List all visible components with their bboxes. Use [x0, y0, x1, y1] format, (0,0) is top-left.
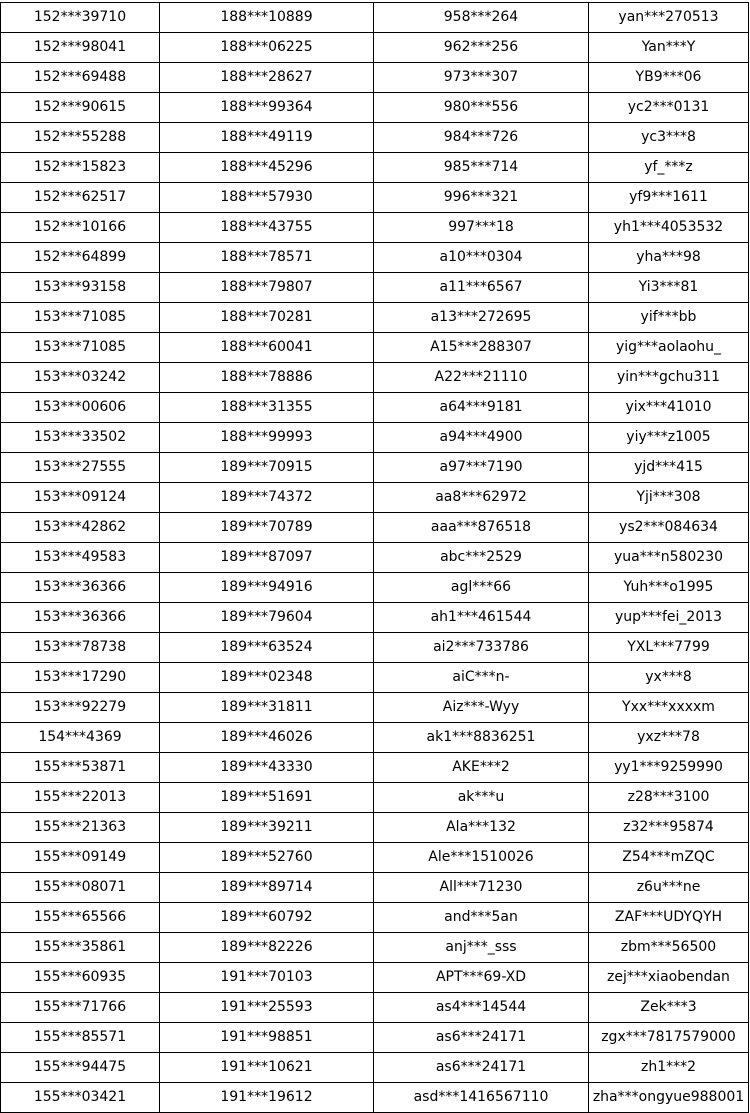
id-cell: as6***24171 — [374, 1053, 589, 1083]
phone-b-cell: 189***87097 — [160, 543, 374, 573]
phone-b-cell: 191***98851 — [160, 1023, 374, 1053]
username-cell: YXL***7799 — [589, 633, 749, 663]
table-row — [1, 723, 749, 753]
phone-a-cell: 153***17290 — [1, 663, 160, 693]
username-cell: yf9***1611 — [589, 183, 749, 213]
id-cell: All***71230 — [374, 873, 589, 903]
table-row — [1, 963, 749, 993]
masked-id-table — [0, 2, 749, 1113]
phone-a-cell: 152***64899 — [1, 243, 160, 273]
table-row — [1, 933, 749, 963]
phone-b-cell: 189***79604 — [160, 603, 374, 633]
table-row — [1, 1083, 749, 1113]
phone-b-cell: 189***02348 — [160, 663, 374, 693]
username-cell: yy1***9259990 — [589, 753, 749, 783]
table-row — [1, 93, 749, 123]
id-cell: Ala***132 — [374, 813, 589, 843]
id-cell: anj***_sss — [374, 933, 589, 963]
username-cell: Yji***308 — [589, 483, 749, 513]
table-row — [1, 1023, 749, 1053]
username-cell: Zek***3 — [589, 993, 749, 1023]
username-cell: yif***bb — [589, 303, 749, 333]
username-cell: Yuh***o1995 — [589, 573, 749, 603]
phone-b-cell: 188***45296 — [160, 153, 374, 183]
phone-b-cell: 189***31811 — [160, 693, 374, 723]
id-cell: and***5an — [374, 903, 589, 933]
id-cell: 996***321 — [374, 183, 589, 213]
phone-a-cell: 152***39710 — [1, 3, 160, 33]
id-cell: APT***69-XD — [374, 963, 589, 993]
phone-a-cell: 155***85571 — [1, 1023, 160, 1053]
phone-a-cell: 153***03242 — [1, 363, 160, 393]
phone-b-cell: 189***70789 — [160, 513, 374, 543]
username-cell: zh1***2 — [589, 1053, 749, 1083]
phone-b-cell: 188***99364 — [160, 93, 374, 123]
table-row — [1, 423, 749, 453]
phone-b-cell: 188***78571 — [160, 243, 374, 273]
phone-a-cell: 155***53871 — [1, 753, 160, 783]
username-cell: yiy***z1005 — [589, 423, 749, 453]
phone-a-cell: 152***90615 — [1, 93, 160, 123]
phone-b-cell: 188***60041 — [160, 333, 374, 363]
phone-b-cell: 189***82226 — [160, 933, 374, 963]
id-cell: 973***307 — [374, 63, 589, 93]
table-row — [1, 543, 749, 573]
phone-a-cell: 152***98041 — [1, 33, 160, 63]
id-cell: aaa***876518 — [374, 513, 589, 543]
phone-a-cell: 155***21363 — [1, 813, 160, 843]
username-cell: YB9***06 — [589, 63, 749, 93]
phone-a-cell: 153***49583 — [1, 543, 160, 573]
id-cell: Aiz***-Wyy — [374, 693, 589, 723]
phone-a-cell: 155***71766 — [1, 993, 160, 1023]
username-cell: ys2***084634 — [589, 513, 749, 543]
table-row — [1, 843, 749, 873]
table-body — [1, 3, 749, 1113]
username-cell: Yi3***81 — [589, 273, 749, 303]
table-row — [1, 993, 749, 1023]
username-cell: yx***8 — [589, 663, 749, 693]
username-cell: ZAF***UDYQYH — [589, 903, 749, 933]
id-cell: as6***24171 — [374, 1023, 589, 1053]
phone-b-cell: 189***94916 — [160, 573, 374, 603]
table-row — [1, 123, 749, 153]
phone-a-cell: 155***94475 — [1, 1053, 160, 1083]
phone-b-cell: 188***99993 — [160, 423, 374, 453]
phone-b-cell: 191***19612 — [160, 1083, 374, 1113]
username-cell: yjd***415 — [589, 453, 749, 483]
table-row — [1, 753, 749, 783]
id-cell: 984***726 — [374, 123, 589, 153]
username-cell: zha***ongyue988001 — [589, 1083, 749, 1113]
id-cell: AKE***2 — [374, 753, 589, 783]
id-cell: 997***18 — [374, 213, 589, 243]
phone-b-cell: 189***63524 — [160, 633, 374, 663]
id-cell: a97***7190 — [374, 453, 589, 483]
username-cell: z32***95874 — [589, 813, 749, 843]
phone-a-cell: 152***10166 — [1, 213, 160, 243]
table-row — [1, 483, 749, 513]
table-row — [1, 213, 749, 243]
phone-b-cell: 191***25593 — [160, 993, 374, 1023]
username-cell: yc3***8 — [589, 123, 749, 153]
username-cell: yig***aolaohu_ — [589, 333, 749, 363]
username-cell: yua***n580230 — [589, 543, 749, 573]
username-cell: yh1***4053532 — [589, 213, 749, 243]
phone-a-cell: 152***15823 — [1, 153, 160, 183]
table-row — [1, 903, 749, 933]
username-cell: z28***3100 — [589, 783, 749, 813]
id-cell: abc***2529 — [374, 543, 589, 573]
phone-b-cell: 188***49119 — [160, 123, 374, 153]
username-cell: yha***98 — [589, 243, 749, 273]
phone-b-cell: 189***51691 — [160, 783, 374, 813]
phone-a-cell: 153***36366 — [1, 573, 160, 603]
phone-a-cell: 152***69488 — [1, 63, 160, 93]
phone-a-cell: 155***03421 — [1, 1083, 160, 1113]
table-row — [1, 873, 749, 903]
phone-b-cell: 191***10621 — [160, 1053, 374, 1083]
table-row — [1, 1053, 749, 1083]
id-cell: a64***9181 — [374, 393, 589, 423]
table-row — [1, 183, 749, 213]
table-row — [1, 633, 749, 663]
phone-b-cell: 189***89714 — [160, 873, 374, 903]
phone-a-cell: 152***55288 — [1, 123, 160, 153]
phone-a-cell: 155***22013 — [1, 783, 160, 813]
phone-a-cell: 155***08071 — [1, 873, 160, 903]
phone-b-cell: 189***39211 — [160, 813, 374, 843]
phone-b-cell: 188***78886 — [160, 363, 374, 393]
username-cell: zbm***56500 — [589, 933, 749, 963]
table-row — [1, 33, 749, 63]
phone-a-cell: 153***42862 — [1, 513, 160, 543]
table-row — [1, 603, 749, 633]
phone-a-cell: 155***35861 — [1, 933, 160, 963]
id-cell: ai2***733786 — [374, 633, 589, 663]
phone-b-cell: 189***60792 — [160, 903, 374, 933]
phone-b-cell: 188***57930 — [160, 183, 374, 213]
phone-b-cell: 189***46026 — [160, 723, 374, 753]
phone-b-cell: 188***10889 — [160, 3, 374, 33]
table-row — [1, 393, 749, 423]
id-cell: 962***256 — [374, 33, 589, 63]
id-cell: aa8***62972 — [374, 483, 589, 513]
id-cell: 980***556 — [374, 93, 589, 123]
id-cell: a13***272695 — [374, 303, 589, 333]
table-row — [1, 3, 749, 33]
id-cell: 958***264 — [374, 3, 589, 33]
table-row — [1, 333, 749, 363]
table-row — [1, 153, 749, 183]
username-cell: yup***fei_2013 — [589, 603, 749, 633]
id-cell: A22***21110 — [374, 363, 589, 393]
id-cell: ak***u — [374, 783, 589, 813]
username-cell: yan***270513 — [589, 3, 749, 33]
id-cell: a10***0304 — [374, 243, 589, 273]
username-cell: zej***xiaobendan — [589, 963, 749, 993]
table-row — [1, 63, 749, 93]
id-cell: a94***4900 — [374, 423, 589, 453]
phone-b-cell: 188***70281 — [160, 303, 374, 333]
phone-b-cell: 189***74372 — [160, 483, 374, 513]
table-row — [1, 813, 749, 843]
phone-a-cell: 153***00606 — [1, 393, 160, 423]
username-cell: yc2***0131 — [589, 93, 749, 123]
table-row — [1, 513, 749, 543]
phone-a-cell: 155***09149 — [1, 843, 160, 873]
table-row — [1, 303, 749, 333]
username-cell: Yxx***xxxxm — [589, 693, 749, 723]
table-row — [1, 663, 749, 693]
phone-b-cell: 188***43755 — [160, 213, 374, 243]
table-row — [1, 573, 749, 603]
id-cell: ah1***461544 — [374, 603, 589, 633]
phone-b-cell: 189***70915 — [160, 453, 374, 483]
table-row — [1, 453, 749, 483]
id-cell: Ale***1510026 — [374, 843, 589, 873]
table-row — [1, 363, 749, 393]
username-cell: yxz***78 — [589, 723, 749, 753]
id-cell: agl***66 — [374, 573, 589, 603]
id-cell: A15***288307 — [374, 333, 589, 363]
phone-a-cell: 155***65566 — [1, 903, 160, 933]
phone-b-cell: 188***06225 — [160, 33, 374, 63]
phone-b-cell: 191***70103 — [160, 963, 374, 993]
phone-a-cell: 153***71085 — [1, 303, 160, 333]
username-cell: Yan***Y — [589, 33, 749, 63]
phone-a-cell: 155***60935 — [1, 963, 160, 993]
username-cell: z6u***ne — [589, 873, 749, 903]
phone-b-cell: 189***43330 — [160, 753, 374, 783]
phone-a-cell: 153***27555 — [1, 453, 160, 483]
username-cell: yin***gchu311 — [589, 363, 749, 393]
phone-a-cell: 153***71085 — [1, 333, 160, 363]
id-cell: a11***6567 — [374, 273, 589, 303]
id-cell: aiC***n- — [374, 663, 589, 693]
phone-a-cell: 153***93158 — [1, 273, 160, 303]
table-row — [1, 783, 749, 813]
table-row — [1, 693, 749, 723]
table-row — [1, 243, 749, 273]
phone-b-cell: 189***52760 — [160, 843, 374, 873]
username-cell: yf_***z — [589, 153, 749, 183]
phone-a-cell: 152***62517 — [1, 183, 160, 213]
phone-b-cell: 188***79807 — [160, 273, 374, 303]
id-cell: asd***1416567110 — [374, 1083, 589, 1113]
id-cell: as4***14544 — [374, 993, 589, 1023]
phone-a-cell: 153***78738 — [1, 633, 160, 663]
phone-b-cell: 188***28627 — [160, 63, 374, 93]
id-cell: ak1***8836251 — [374, 723, 589, 753]
phone-a-cell: 153***36366 — [1, 603, 160, 633]
phone-a-cell: 153***33502 — [1, 423, 160, 453]
phone-a-cell: 153***09124 — [1, 483, 160, 513]
phone-a-cell: 154***4369 — [1, 723, 160, 753]
table-row — [1, 273, 749, 303]
username-cell: zgx***7817579000 — [589, 1023, 749, 1053]
phone-a-cell: 153***92279 — [1, 693, 160, 723]
phone-b-cell: 188***31355 — [160, 393, 374, 423]
username-cell: Z54***mZQC — [589, 843, 749, 873]
username-cell: yix***41010 — [589, 393, 749, 423]
id-cell: 985***714 — [374, 153, 589, 183]
